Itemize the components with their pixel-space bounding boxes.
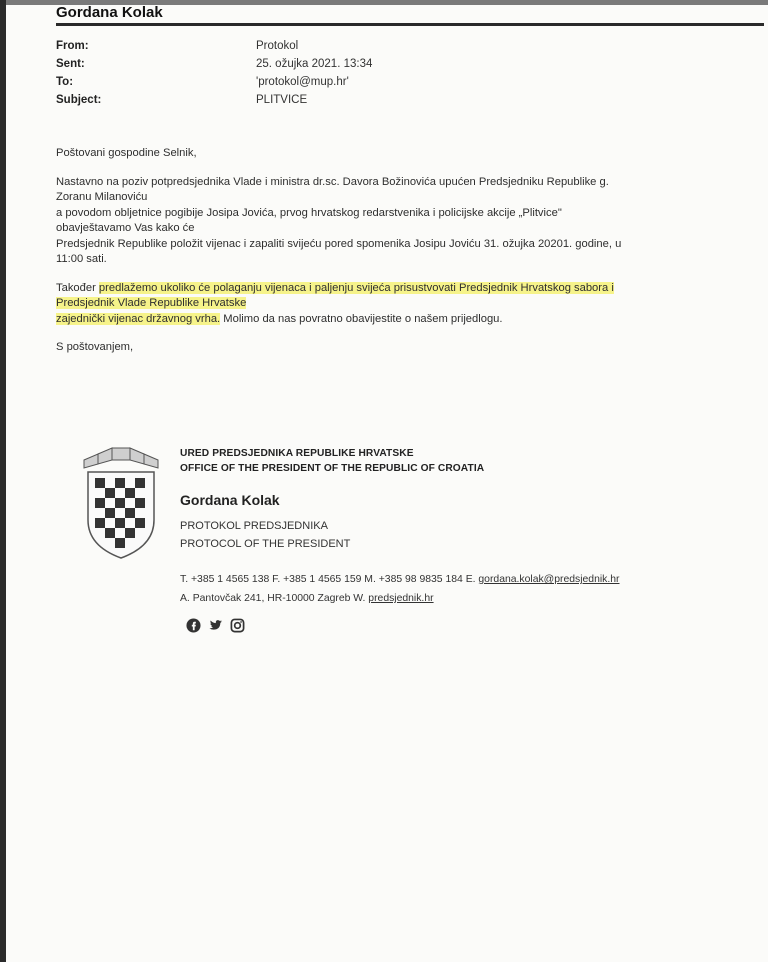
text-line: Zoranu Milanoviću: [56, 191, 148, 203]
twitter-icon[interactable]: [208, 618, 223, 633]
email-link[interactable]: gordana.kolak@predsjednik.hr: [478, 574, 620, 585]
text-plain: Također: [56, 281, 99, 294]
meta-value: 25. ožujka 2021. 13:34: [256, 58, 373, 70]
header-rule: [56, 23, 764, 26]
text-line: obavještavamo Vas kako će: [56, 222, 195, 234]
organization-name-en: OFFICE OF THE PRESIDENT OF THE REPUBLIC OF CROATIA: [180, 463, 485, 474]
header-name: Gordana Kolak: [56, 4, 163, 21]
paragraph-proposal: [56, 281, 726, 328]
text-line: [56, 281, 726, 297]
document-page: [6, 0, 768, 962]
role-hr: PROTOKOL PREDSJEDNIKA: [180, 520, 328, 532]
role-en: PROTOCOL OF THE PRESIDENT: [180, 538, 351, 550]
social-links: [186, 618, 245, 633]
text-line: Nastavno na poziv potpredsjednika Vlade i ministra dr.sc. Davora Božinovića upućen Predsjedniku Republike g.: [56, 175, 609, 188]
contact-address: [180, 593, 434, 604]
contact-phones: [180, 574, 620, 585]
instagram-icon[interactable]: [230, 618, 245, 633]
highlighted-text: Predsjednik Vlade Republike Hrvatske: [56, 297, 247, 309]
greeting: Poštovani gospodine Selnik,: [56, 147, 197, 159]
signature-name: Gordana Kolak: [180, 492, 280, 508]
address-prefix: A. Pantovčak 241, HR-10000 Zagreb W.: [180, 593, 369, 604]
website-link[interactable]: predsjednik.hr: [368, 593, 434, 604]
meta-value: PLITVICE: [256, 94, 308, 106]
facebook-icon[interactable]: [186, 618, 201, 633]
organization-name-hr: URED PREDSJEDNIKA REPUBLIKE HRVATSKE: [180, 448, 414, 459]
contact-prefix: T. +385 1 4565 138 F. +385 1 4565 159 M. +385 98 9835 184 E.: [180, 574, 479, 585]
text-line: a povodom obljetnice pogibije Josipa Jovića, prvog hrvatskog redarstvenika i policijske akcije „Plitvice": [56, 206, 562, 219]
paragraph-invitation: [56, 175, 726, 268]
meta-value: 'protokol@mup.hr': [256, 76, 349, 88]
meta-label: Subject:: [56, 94, 102, 106]
text-plain: Molimo da nas povratno obavijestite o našem prijedlogu.: [220, 312, 503, 325]
closing: S poštovanjem,: [56, 341, 134, 353]
text-line: [56, 296, 726, 312]
text-line: 11:00 sati.: [56, 253, 107, 265]
highlighted-text: zajednički vijenac državnog vrha.: [56, 312, 221, 325]
text-line: Predsjednik Republike položit vijenac i zapaliti svijeću pored spomenika Josipu Joviću 31. ožujka 20201. godine, u: [56, 237, 622, 250]
meta-value: Protokol: [256, 40, 299, 52]
meta-label: Sent:: [56, 58, 85, 70]
meta-label: From:: [56, 40, 89, 52]
text-line: [56, 312, 726, 328]
email-body: [56, 146, 726, 369]
coat-of-arms-icon: [76, 442, 166, 562]
meta-label: To:: [56, 76, 74, 88]
highlighted-text: predlažemo ukoliko će polaganju vijenaca i paljenju svijeća prisustvovati Predsjednik Hrvatskog sabora i: [98, 281, 614, 294]
